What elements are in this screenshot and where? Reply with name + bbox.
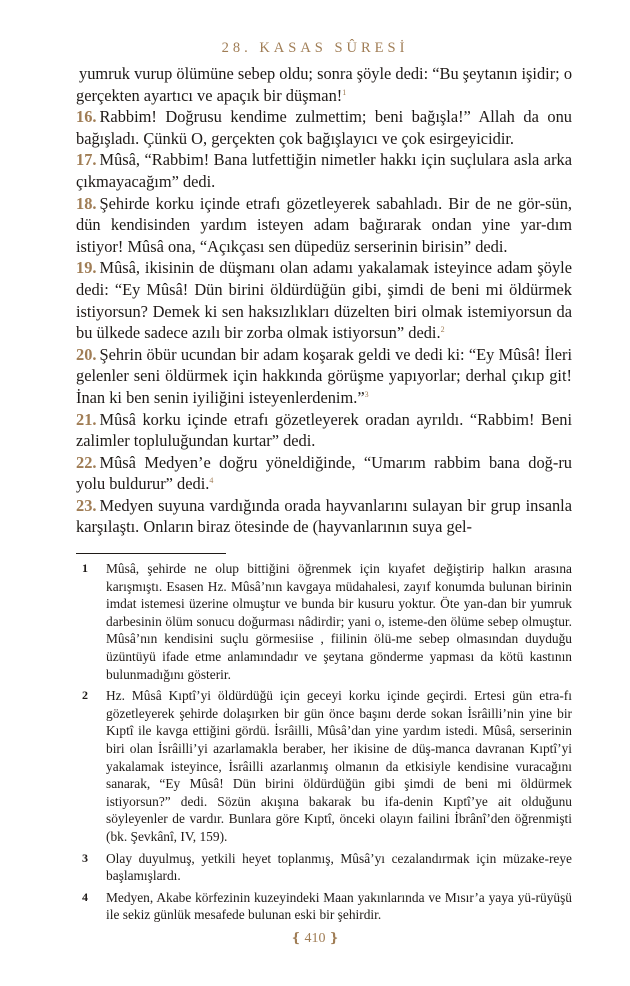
footnote-ref[interactable]: 2 [440, 325, 445, 335]
verse [76, 106, 572, 149]
verse [76, 63, 572, 106]
verse-body: Medyen suyuna vardığında orada hayvanlarını sulayan bir grup insanla karşılaştı. Onların biraz ötesinde de (hayvanlarının suya gel- [76, 495, 572, 537]
footnote-number: 1 [82, 561, 88, 575]
verse [76, 452, 572, 495]
verse [76, 257, 572, 343]
left-ornament-icon: ❴ [290, 930, 302, 945]
verse-text [76, 63, 572, 538]
footnote-ref[interactable]: 4 [209, 476, 214, 486]
footnote-number: 2 [82, 688, 88, 703]
footnote-number: 4 [82, 889, 88, 904]
verse-body: Mûsâ korku içinde etrafı gözetleyerek oradan ayrıldı. “Rabbim! Beni zalimler topluluğundan kurtar” dedi. [76, 409, 572, 451]
verse-body: yumruk vurup ölümüne sebep oldu; sonra şöyle dedi: “Bu şeytanın işidir; o gerçekten ayartıcı ve apaçık bir düşman! [76, 64, 573, 105]
verse-body: Mûsâ, ikisinin de düşmanı olan adamı yakalamak isteyince adam şöyle dedi: “Ey Mûsâ! Dün birini öldürdüğün gibi, şimdi de beni mi öldürmek istiyorsun? Demek ki sen haksızlıkları düzelten biri olmak istemiyorsun da bu ülkede sadece azılı bir zorba olmak istiyorsun” dedi. [76, 258, 572, 343]
verse-body: Rabbim! Doğrusu kendime zulmettim; beni bağışla!” Allah da onu bağışladı. Çünkü O, gerçekten çok bağışlayıcı ve çok esirgeyicidir. [76, 107, 572, 148]
footnote [76, 560, 572, 683]
footnote-text: Mûsâ, şehirde ne olup bittiğini öğrenmek için kıyafet değiştirip halkın arasına karışmıştı. Esasen Hz. Mûsâ’nın kavgaya müdahalesi, zayıf konumda bulunan birinin imdat istemesi üzerine olmuştur ve bunda bir kusuru yoktur. Öte yan-dan bir yumruk darbesinin ölüm sonucu doğurması nâdirdir; yani o, isteme-den ölüme sebep olmuştur. Mûsâ’nın kendisini suçlu görmesiise , fiilinin ölü-me sebep olmasından duyduğu üzüntüyü ifade etme anlamındadır ve şeytana gönderme yapması da kötü kastının bulunmadığını gösterir. [106, 561, 572, 682]
footnote-text: Olay duyulmuş, yetkili heyet toplanmış, Mûsâ’yı cezalandırmak için müzake-reye başlamışlardı. [106, 850, 572, 884]
verse-body: Mûsâ Medyen’e doğru yöneldiğinde, “Umarım rabbim bana doğ-ru yolu buldurur” dedi. [76, 452, 572, 494]
verse-number: 17. [76, 150, 97, 170]
verse-number: 21. [76, 409, 97, 429]
verse [76, 193, 572, 258]
footnote-ref[interactable]: 3 [364, 389, 369, 399]
footnote [76, 687, 572, 845]
footnote-text: Medyen, Akabe körfezinin kuzeyindeki Maan yakınlarında ve Mısır’a yaya yü-rüyüşü ile sekiz günlük mesafede bulunan eski bir şehirdir. [106, 889, 572, 923]
page-number-block [0, 930, 630, 947]
surah-header: 28. KASAS SÛRESİ [221, 40, 409, 56]
verse-body: Mûsâ, “Rabbim! Bana lutfettiğin nimetler hakkı için suçlulara asla arka çıkmayacağım” dedi. [76, 150, 572, 191]
right-ornament-icon: ❵ [328, 930, 340, 945]
verse-number: 22. [76, 452, 97, 472]
verse-body: Şehirde korku içinde etrafı gözetleyerek sabahladı. Bir de ne gör-sün, dün kendisinden yardım isteyen adam bağırarak ondan yine yar-dım istiyor! Mûsâ ona, “Açıkçası sen düpedüz serserinin birisin” dedi. [76, 193, 572, 256]
footnote-divider [76, 553, 226, 554]
verse-number: 16. [76, 107, 97, 127]
page-number: 410 [304, 931, 326, 946]
verse [76, 409, 572, 452]
footnote-ref[interactable]: 1 [342, 87, 347, 97]
footnote [76, 850, 572, 885]
footnote-number: 3 [82, 850, 88, 865]
verse-number: 23. [76, 495, 97, 515]
verse-number: 20. [76, 344, 97, 364]
footnote-text: Hz. Mûsâ Kıptî’yi öldürdüğü için geceyi korku içinde geçirdi. Ertesi gün etra-fı gözetleyerek şehirde dolaşırken bir gün önce başını derde sokan İsrâilli’nin yine bir Kıptî ile kavga ettiğini gördü. İsrâilli, Mûsâ’dan yine yardım istedi. Mûsâ, serserinin biri olan İsrâilli’yi azarlamakla beraber, her ikisine de düş-manca davranan Kıptî’yi yakalamak isteyince, İsrâilli azarlanmış olmanın da etkisiyle kendisine vuracağını sanarak, “Ey Mûsâ! Dün birini öldürdüğün gibi şimdi de beni mi öldürmek istiyorsun?” dedi. Sözün akışına bakarak bu ifa-denin Kıptî’ye ait olduğunu söyleyenler de vardır. Bunlara göre Kıptî, önceki olayın failini İbrânî’den öğrenmişti (bk. Şevkânî, IV, 159). [106, 688, 572, 844]
footnote [76, 889, 572, 924]
verse [76, 149, 572, 192]
verse-body: Şehrin öbür ucundan bir adam koşarak geldi ve dedi ki: “Ey Mûsâ! İleri gelenler seni öldürmek için hakkında görüşme yapıyorlar; derhal çıkıp git! İnan ki ben senin iyiliğini isteyenlerdenim.” [76, 344, 572, 407]
verse-number: 19. [76, 258, 97, 278]
footnotes [76, 560, 572, 928]
verse-number: 18. [76, 193, 97, 213]
verse [76, 495, 572, 538]
verse [76, 344, 572, 409]
